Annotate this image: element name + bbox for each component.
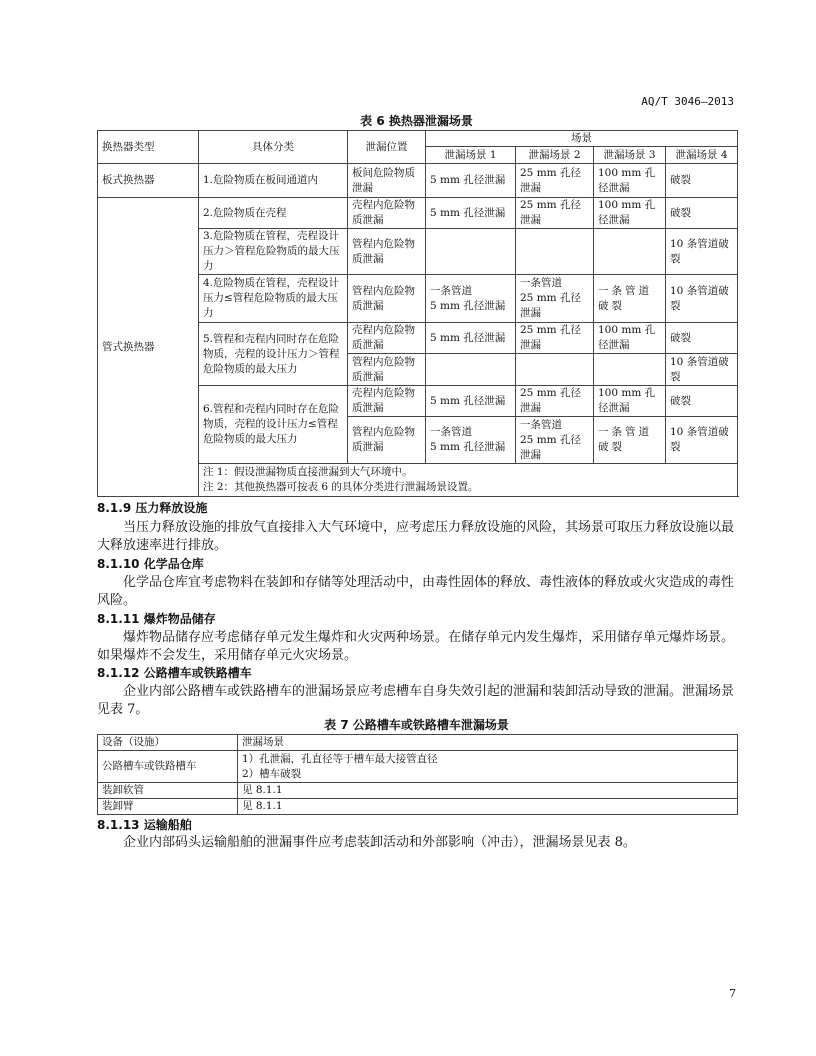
section-heading: 8.1.12 公路槽车或铁路槽车	[97, 666, 252, 680]
section-heading: 8.1.9 压力释放设施	[97, 501, 208, 515]
cell: 管式换热器	[98, 198, 199, 497]
section-paragraph: 化学品仓库宜考虑物料在装卸和存储等处理活动中，由毒性固体的释放、毒性液体的释放或火灾造成的毒性风险。	[97, 575, 735, 608]
section-heading: 8.1.11 爆炸物品储存	[97, 612, 216, 626]
cell: 5 mm 孔径泄漏	[426, 323, 516, 354]
table7	[97, 734, 738, 815]
cell-line: 2）槽车破裂	[242, 767, 302, 780]
cell	[516, 275, 594, 323]
cell: 管程内危险物质泄漏	[348, 354, 426, 386]
cell: 板间危险物质泄漏	[348, 164, 426, 198]
cell	[426, 229, 516, 275]
cell: 见 8.1.1	[238, 799, 738, 815]
header-scenario: 泄漏场景	[238, 735, 738, 751]
cell: 板式换热器	[98, 164, 199, 198]
cell: 公路槽车或铁路槽车	[98, 751, 238, 783]
cell: 100 mm 孔径泄漏	[594, 386, 666, 417]
cell: 3.危险物质在管程，壳程设计压力＞管程危险物质的最大压力	[199, 229, 348, 275]
cell-line: 25 mm 孔径泄漏	[520, 433, 581, 461]
note: 注 2：其他换热器可按表 6 的具体分类进行泄漏场景设置。	[203, 481, 479, 493]
section-paragraph: 企业内部码头运输船舶的泄漏事件应考虑装卸活动和外部影响（冲击），泄漏场景见表 8。	[123, 835, 636, 850]
cell: 壳程内危险物质泄漏	[348, 386, 426, 417]
header-category: 具体分类	[199, 131, 348, 164]
cell-line: 一条管道	[430, 284, 472, 297]
cell: 破裂	[666, 164, 738, 198]
header-s1: 泄漏场景 1	[426, 147, 516, 164]
header-scenario: 场景	[426, 131, 738, 147]
table-row	[98, 799, 738, 815]
cell: 壳程内危险物质泄漏	[348, 198, 426, 229]
cell-line: 5 mm 孔径泄漏	[430, 441, 506, 453]
cell	[594, 354, 666, 386]
table-row	[98, 164, 738, 198]
header-s3: 泄漏场景 3	[594, 147, 666, 164]
cell	[594, 229, 666, 275]
table-row	[98, 751, 738, 783]
cell: 100 mm 孔径泄漏	[594, 323, 666, 354]
table6	[97, 130, 738, 497]
cell: 1.危险物质在板间通道内	[199, 164, 348, 198]
cell: 5 mm 孔径泄漏	[426, 198, 516, 229]
cell: 装卸软管	[98, 783, 238, 799]
header-type: 换热器类型	[98, 131, 199, 164]
cell: 壳程内危险物质泄漏	[348, 323, 426, 354]
cell	[426, 354, 516, 386]
cell: 一条管道破裂	[594, 275, 666, 323]
cell-line: 1）孔泄漏，孔直径等于槽车最大接管直径	[242, 752, 438, 765]
page-number: 7	[729, 987, 736, 1000]
cell	[426, 275, 516, 323]
cell: 10 条管道破裂	[666, 417, 738, 464]
section-heading: 8.1.10 化学品仓库	[97, 557, 204, 571]
section-paragraph: 爆炸物品储存应考虑储存单元发生爆炸和火灾两种场景。在储存单元内发生爆炸，采用储存单元爆炸场景。如果爆炸不会发生，采用储存单元火灾场景。	[97, 630, 735, 663]
header-s4: 泄漏场景 4	[666, 147, 738, 164]
cell: 5.管程和壳程内同时存在危险物质，壳程的设计压力＞管程危险物质的最大压力	[199, 323, 348, 386]
cell: 2.危险物质在壳程	[199, 198, 348, 229]
cell: 一条管道破裂	[594, 417, 666, 464]
table-row	[98, 198, 738, 229]
cell: 装卸臂	[98, 799, 238, 815]
cell: 见 8.1.1	[238, 783, 738, 799]
cell: 25 mm 孔径泄漏	[516, 386, 594, 417]
cell-line: 一条管道	[520, 277, 562, 289]
standard-number: AQ/T 3046—2013	[641, 95, 734, 108]
cell: 5 mm 孔径泄漏	[426, 164, 516, 198]
cell: 5 mm 孔径泄漏	[426, 386, 516, 417]
header-s2: 泄漏场景 2	[516, 147, 594, 164]
cell: 10 条管道破裂	[666, 354, 738, 386]
table6-caption: 表 6 换热器泄漏场景	[360, 114, 473, 128]
note: 注 1：假设泄漏物质直接泄漏到大气环境中。	[203, 466, 413, 478]
cell: 25 mm 孔径泄漏	[516, 198, 594, 229]
cell: 破裂	[666, 198, 738, 229]
cell: 管程内危险物质泄漏	[348, 229, 426, 275]
section-heading: 8.1.13 运输船舶	[97, 818, 192, 832]
section-paragraph: 企业内部公路槽车或铁路槽车的泄漏场景应考虑槽车自身失效引起的泄漏和装卸活动导致的泄漏。泄漏场景见表 7。	[97, 684, 735, 717]
cell	[516, 354, 594, 386]
cell: 25 mm 孔径泄漏	[516, 323, 594, 354]
table7-caption: 表 7 公路槽车或铁路槽车泄漏场景	[324, 718, 509, 732]
cell	[426, 417, 516, 464]
cell: 100 mm 孔径泄漏	[594, 198, 666, 229]
cell: 10 条管道破裂	[666, 275, 738, 323]
cell	[238, 751, 738, 783]
cell	[199, 464, 738, 497]
cell-line: 一条管道	[430, 426, 472, 438]
cell: 10 条管道破裂	[666, 229, 738, 275]
header-equipment: 设备（设施）	[98, 735, 238, 751]
cell: 4.危险物质在管程，壳程设计压力≤管程危险物质的最大压力	[199, 275, 348, 323]
cell	[516, 417, 594, 464]
cell: 破裂	[666, 386, 738, 417]
table-row	[98, 783, 738, 799]
cell-line: 25 mm 孔径泄漏	[520, 292, 581, 319]
cell: 25 mm 孔径泄漏	[516, 164, 594, 198]
cell	[516, 229, 594, 275]
cell: 管程内危险物质泄漏	[348, 275, 426, 323]
cell: 100 mm 孔径泄漏	[594, 164, 666, 198]
cell-line: 一条管道	[520, 418, 562, 431]
section-paragraph: 当压力释放设施的排放气直接排入大气环境中，应考虑压力释放设施的风险，其场景可取压力释放设施以最大释放速率进行排放。	[97, 520, 735, 553]
cell-line: 5 mm 孔径泄漏	[430, 299, 506, 312]
cell: 管程内危险物质泄漏	[348, 417, 426, 464]
header-location: 泄漏位置	[348, 131, 426, 164]
cell: 6.管程和壳程内同时存在危险物质，壳程的设计压力≤管程危险物质的最大压力	[199, 386, 348, 464]
cell: 破裂	[666, 323, 738, 354]
